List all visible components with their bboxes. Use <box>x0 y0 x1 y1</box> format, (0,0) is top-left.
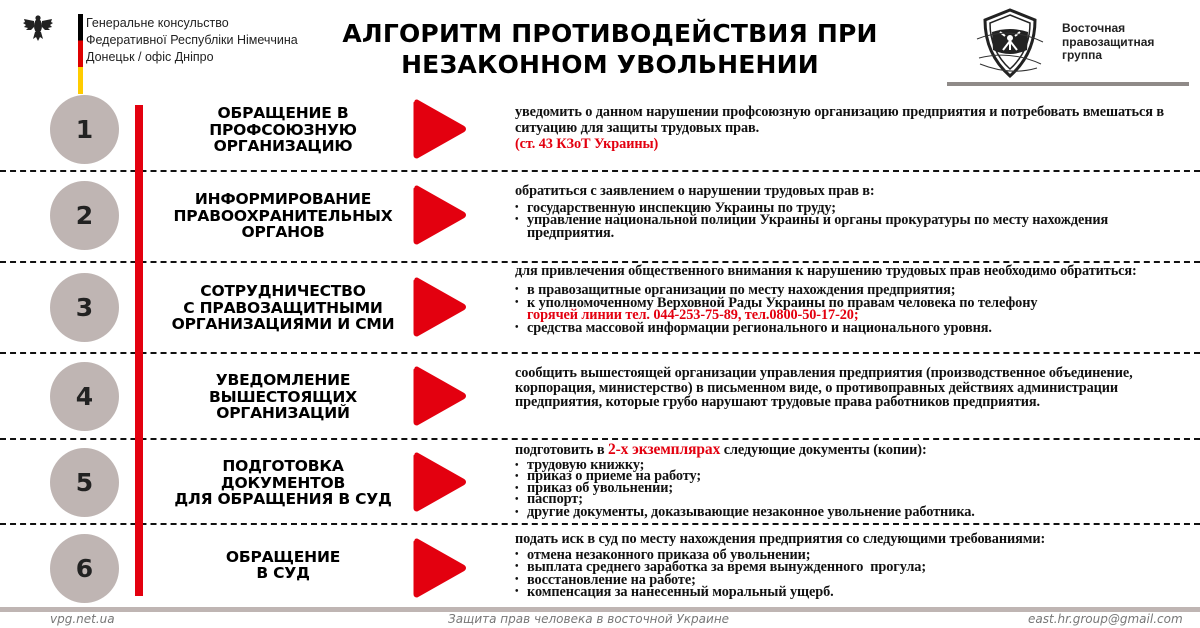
list-item: • средства массовой информации регионального и национального уровня. <box>515 322 1195 335</box>
list-item: • выплата среднего заработка за время вынужденного прогула; <box>515 561 1195 574</box>
step-divider <box>0 170 1200 172</box>
step-description <box>515 184 1195 239</box>
step-divider <box>0 352 1200 354</box>
list-item: • отмена незаконного приказа об увольнении; <box>515 549 1195 562</box>
step-title-line: ОРГАНИЗАЦИЙ <box>216 404 350 423</box>
step-title-line: ОБРАЩЕНИЕ В <box>217 104 349 123</box>
step-description <box>515 366 1195 410</box>
step-divider <box>0 261 1200 263</box>
step-title-line: УВЕДОМЛЕНИЕ <box>215 371 351 390</box>
step-lead-text <box>515 443 1195 458</box>
step-title-line: ИНФОРМИРОВАНИЕ <box>194 190 372 209</box>
step-number-badge: 6 <box>50 534 119 603</box>
step-title-line: ОРГАНОВ <box>241 223 325 242</box>
list-item: • приказ о приеме на работу; <box>515 471 1195 483</box>
org-name-line-3: группа <box>1062 48 1103 62</box>
step-lead-text: подать иск в суд по месту нахождения предприятия со следующими требованиями: <box>515 531 1046 547</box>
org-name <box>1062 22 1154 63</box>
list-item: • государственную инспекцию Украины по труду; <box>515 202 1195 215</box>
german-eagle-icon <box>22 12 54 44</box>
step-description <box>515 443 1195 519</box>
header-divider <box>947 82 1189 86</box>
email-link[interactable]: east.hr.group@gmail.com <box>1028 612 1183 626</box>
step-description <box>515 263 1195 336</box>
play-arrow-icon <box>413 99 467 159</box>
consulate-line-3: Донецьк / офіс Дніпро <box>86 50 214 64</box>
list-item: • другие документы, доказывающие незаконное увольнение работника. <box>515 506 1195 519</box>
consulate-name <box>86 15 298 66</box>
page-title <box>300 18 920 80</box>
step-bullet-list <box>515 546 1195 600</box>
step-number-badge: 3 <box>50 273 119 342</box>
step-description <box>515 532 1195 599</box>
step-title-line: ПРАВООХРАНИТЕЛЬНЫХ <box>173 206 393 225</box>
list-item: • трудовую книжку; <box>515 460 1195 472</box>
list-item: • управление национальной полиции Украины и органы прокуратуры по месту нахождения предприятия. <box>515 214 1135 239</box>
step-title-line: С ПРАВОЗАЩИТНЫМИ <box>183 298 383 317</box>
step-bullet-list <box>515 456 1195 520</box>
step-title-line: ОБРАЩЕНИЕ <box>225 547 341 566</box>
list-item-text: к уполномоченному Верховной Рады Украины по правам человека по телефону <box>527 294 1038 311</box>
step-lead-text: обратиться с заявлением о нарушении трудовых прав в: <box>515 183 875 199</box>
step-description <box>515 104 1195 152</box>
german-flag-bar <box>78 14 83 94</box>
step-number-badge: 1 <box>50 95 119 164</box>
page-title-line-1: АЛГОРИТМ ПРОТИВОДЕЙСТВИЯ ПРИ <box>342 19 878 48</box>
step-title-line: СОТРУДНИЧЕСТВО <box>200 282 366 301</box>
consulate-line-2: Федеративної Республіки Німеччина <box>86 33 298 47</box>
step-title-line: ПОДГОТОВКА <box>222 457 344 476</box>
step-title-line: ДЛЯ ОБРАЩЕНИЯ В СУД <box>174 490 392 509</box>
consulate-line-1: Генеральне консульство <box>86 16 229 30</box>
step-title <box>148 453 418 513</box>
step-title-line: В СУД <box>256 564 310 582</box>
lead-text-before: подготовить в <box>515 442 608 458</box>
play-arrow-icon <box>413 185 467 245</box>
org-name-line-2: правозащитная <box>1062 34 1155 49</box>
step-lead-text: сообщить вышестоящей организации управления предприятия (производственное объединение, корпорация, министерство) в письменном виде, о противоправных действиях администрации предприятия, которые грубо нарушают трудовые права работников предприятия. <box>515 365 1133 410</box>
step-bullet-list <box>515 199 1195 241</box>
lead-text-after: следующие документы (копии): <box>720 442 927 458</box>
step-title-line: ОРГАНИЗАЦИЯМИ И СМИ <box>171 315 395 334</box>
org-name-line-1: Восточная <box>1062 21 1126 35</box>
step-number-badge: 4 <box>50 362 119 431</box>
page-title-line-2: НЕЗАКОННОМ УВОЛЬНЕНИИ <box>401 50 819 79</box>
step-divider <box>0 523 1200 525</box>
website-link[interactable]: vpg.net.ua <box>50 612 115 626</box>
step-lead-text: уведомить о данном нарушении профсоюзную организацию предприятия и потребовать вмешаться в ситуацию для защиты трудовых прав. <box>515 104 1164 136</box>
copies-count: 2-х экземплярах <box>607 441 721 458</box>
list-item: • восстановление на работе; <box>515 574 1195 587</box>
step-number-badge: 5 <box>50 448 119 517</box>
step-title-line: ПРОФСОЮЗНУЮ <box>209 120 357 139</box>
list-item: • в правозащитные организации по месту нахождения предприятия; <box>515 284 1195 297</box>
step-title-line: ВЫШЕСТОЯЩИХ <box>209 387 357 406</box>
list-item: • приказ об увольнении; <box>515 483 1195 495</box>
step-title <box>148 278 418 338</box>
step-number-badge: 2 <box>50 181 119 250</box>
timeline-spine <box>135 105 143 596</box>
step-title <box>148 545 418 585</box>
footer-slogan: Защита прав человека в восточной Украине <box>448 612 730 626</box>
list-item <box>515 294 1195 323</box>
play-arrow-icon <box>413 538 467 598</box>
list-item: • компенсация за нанесенный моральный ущерб. <box>515 586 1195 599</box>
list-item: • паспорт; <box>515 494 1195 506</box>
play-arrow-icon <box>413 277 467 337</box>
step-title-line: ОРГАНИЗАЦИЮ <box>213 137 353 156</box>
step-divider <box>0 438 1200 440</box>
step-title <box>148 367 418 427</box>
law-reference: (ст. 43 КЗоТ Украины) <box>515 136 659 152</box>
step-lead-text: для привлечения общественного внимания к нарушению трудовых прав необходимо обратиться: <box>515 263 1137 279</box>
step-bullet-list <box>515 284 1195 334</box>
hotline-phones: горячей линии тел. 044-253-75-89, тел.0800-50-17-20; <box>527 307 859 323</box>
play-arrow-icon <box>413 366 467 426</box>
step-title-line: ДОКУМЕНТОВ <box>220 473 346 492</box>
step-title <box>148 186 418 246</box>
shield-logo-icon <box>975 6 1045 81</box>
play-arrow-icon <box>413 452 467 512</box>
step-title <box>148 100 418 160</box>
